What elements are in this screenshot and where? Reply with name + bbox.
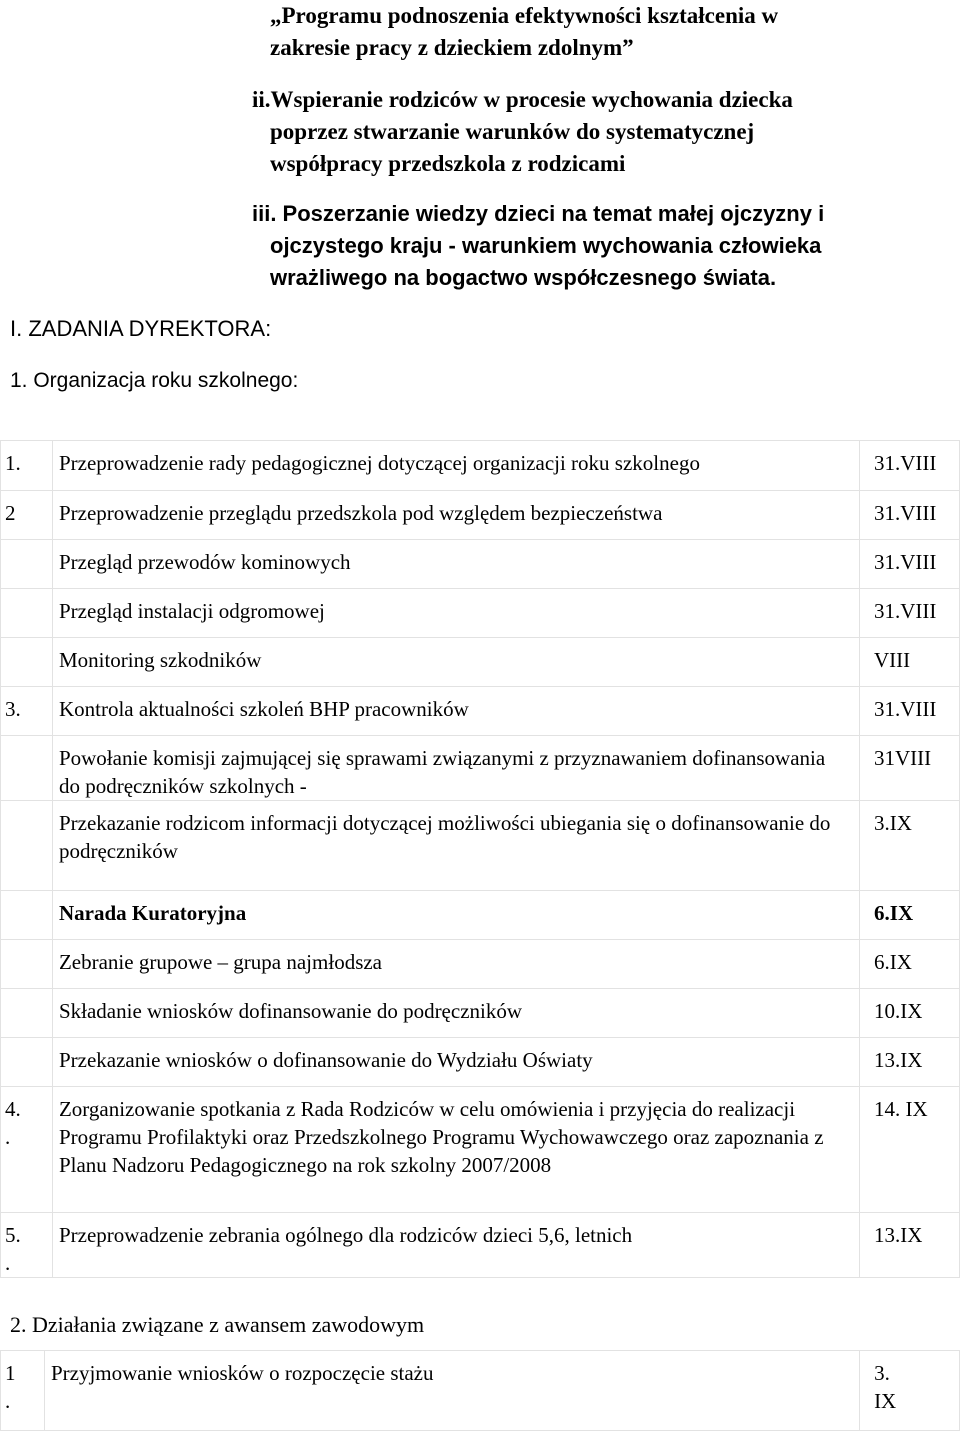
intro-heading bbox=[270, 0, 778, 64]
row-task: Przeprowadzenie przeglądu przedszkola pod względem bezpieczeństwa bbox=[52, 491, 859, 540]
row-task: Przegląd przewodów kominowych bbox=[52, 540, 859, 589]
row-date: 31VIII bbox=[860, 736, 960, 801]
goal-line: ii.Wspieranie rodziców w procesie wychowania dziecka bbox=[252, 87, 793, 112]
row-task: Monitoring szkodników bbox=[52, 638, 859, 687]
row-number: 3. bbox=[1, 687, 53, 736]
table-row bbox=[1, 891, 960, 940]
row-date: 31.VIII bbox=[860, 491, 960, 540]
row-number: 1 . bbox=[1, 1351, 45, 1431]
row-number bbox=[1, 801, 53, 891]
row-date: 13.IX bbox=[860, 1213, 960, 1278]
table-row bbox=[1, 1038, 960, 1087]
table-row bbox=[1, 940, 960, 989]
subsection-heading: 1. Organizacja roku szkolnego: bbox=[10, 369, 299, 392]
section-heading: I. ZADANIA DYREKTORA: bbox=[10, 316, 272, 341]
table-row bbox=[1, 589, 960, 638]
goal-ii bbox=[252, 84, 793, 180]
row-task: Kontrola aktualności szkoleń BHP pracowników bbox=[52, 687, 859, 736]
row-number: 1. bbox=[1, 441, 53, 491]
table-row bbox=[1, 989, 960, 1038]
table-row bbox=[1, 1213, 960, 1278]
organization-table bbox=[0, 440, 960, 1278]
row-task: Przekazanie wniosków o dofinansowanie do Wydziału Oświaty bbox=[52, 1038, 859, 1087]
goal-line: iii. Poszerzanie wiedzy dzieci na temat małej ojczyzny i bbox=[252, 201, 825, 226]
table-row bbox=[1, 441, 960, 491]
row-number bbox=[1, 589, 53, 638]
row-number bbox=[1, 638, 53, 687]
row-task: Przyjmowanie wniosków o rozpoczęcie stażu bbox=[44, 1351, 859, 1431]
goal-line: poprzez stwarzanie warunków do systematycznej bbox=[270, 119, 755, 144]
table-row bbox=[1, 491, 960, 540]
row-date: 3. IX bbox=[860, 1351, 960, 1431]
table-row bbox=[1, 638, 960, 687]
row-date: VIII bbox=[860, 638, 960, 687]
goal-line: współpracy przedszkola z rodzicami bbox=[270, 151, 626, 176]
row-number: 5. . bbox=[1, 1213, 53, 1278]
row-task: Przeprowadzenie rady pedagogicznej dotyczącej organizacji roku szkolnego bbox=[52, 441, 859, 491]
promotion-table bbox=[0, 1350, 960, 1431]
row-date: 31.VIII bbox=[860, 687, 960, 736]
row-date: 31.VIII bbox=[860, 441, 960, 491]
row-date: 31.VIII bbox=[860, 540, 960, 589]
row-task: Zebranie grupowe – grupa najmłodsza bbox=[52, 940, 859, 989]
row-number bbox=[1, 1038, 53, 1087]
row-task: Przegląd instalacji odgromowej bbox=[52, 589, 859, 638]
row-number: 2 bbox=[1, 491, 53, 540]
table-row bbox=[1, 801, 960, 891]
row-number bbox=[1, 540, 53, 589]
table-row bbox=[1, 687, 960, 736]
table-row bbox=[1, 736, 960, 801]
intro-line: „Programu podnoszenia efektywności kształcenia w bbox=[270, 3, 779, 28]
row-date: 14. IX bbox=[860, 1087, 960, 1213]
row-number bbox=[1, 736, 53, 801]
row-task: Narada Kuratoryjna bbox=[52, 891, 859, 940]
goal-iii bbox=[252, 198, 824, 294]
subsection-heading: 2. Działania związane z awansem zawodowym bbox=[10, 1312, 425, 1337]
row-task: Powołanie komisji zajmującej się sprawami związanymi z przyznawaniem dofinansowania do podręczników szkolnych - bbox=[52, 736, 859, 801]
table-row bbox=[1, 540, 960, 589]
row-date: 31.VIII bbox=[860, 589, 960, 638]
table-row bbox=[1, 1087, 960, 1213]
intro-line: zakresie pracy z dzieckiem zdolnym” bbox=[270, 35, 634, 60]
goal-line: ojczystego kraju - warunkiem wychowania człowieka bbox=[270, 233, 822, 258]
row-date: 10.IX bbox=[860, 989, 960, 1038]
row-number bbox=[1, 940, 53, 989]
row-number: 4. . bbox=[1, 1087, 53, 1213]
row-task: Zorganizowanie spotkania z Rada Rodziców w celu omówienia i przyjęcia do realizacji Programu Profilaktyki oraz Przedszkolnego Programu Wychowawczego oraz zapoznania z Planu Nadzoru Pedagogicznego na rok szkolny 2007/2008 bbox=[52, 1087, 859, 1213]
row-task: Przeprowadzenie zebrania ogólnego dla rodziców dzieci 5,6, letnich bbox=[52, 1213, 859, 1278]
row-date: 13.IX bbox=[860, 1038, 960, 1087]
goal-line: wrażliwego na bogactwo współczesnego świata. bbox=[270, 265, 777, 290]
row-date: 6.IX bbox=[860, 940, 960, 989]
row-number bbox=[1, 891, 53, 940]
row-number bbox=[1, 989, 53, 1038]
table-row bbox=[1, 1351, 960, 1431]
row-task: Przekazanie rodzicom informacji dotyczącej możliwości ubiegania się o dofinansowanie do podręczników bbox=[52, 801, 859, 891]
row-task: Składanie wniosków dofinansowanie do podręczników bbox=[52, 989, 859, 1038]
row-date: 3.IX bbox=[860, 801, 960, 891]
row-date: 6.IX bbox=[860, 891, 960, 940]
